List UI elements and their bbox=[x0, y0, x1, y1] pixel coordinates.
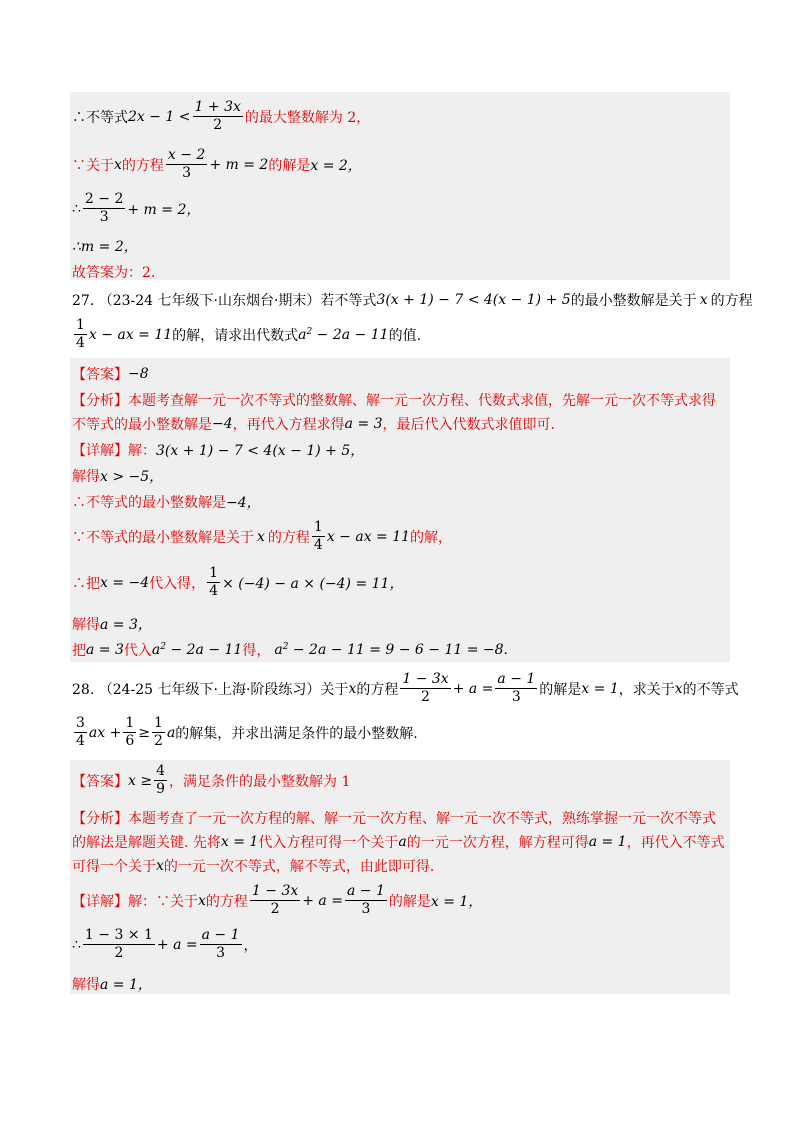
denominator: 3 bbox=[182, 165, 192, 182]
denominator: 2 bbox=[421, 689, 430, 706]
exponent: 2 bbox=[282, 642, 289, 652]
numerator: 1 bbox=[123, 716, 136, 733]
math: x − ax = 11 bbox=[88, 326, 173, 343]
q28-analysis-2 bbox=[72, 832, 725, 852]
question-text: 的不等式 bbox=[682, 681, 739, 698]
numerator: 1 bbox=[312, 520, 325, 537]
text: 故答案为：2. bbox=[72, 265, 156, 281]
math bbox=[274, 642, 508, 658]
numerator: 3 bbox=[74, 716, 87, 733]
detail-tag: 【详解】 bbox=[72, 443, 128, 459]
text: 的方程 bbox=[121, 157, 164, 174]
fraction bbox=[166, 148, 207, 182]
math: x > −5， bbox=[100, 469, 164, 485]
numerator: 4 bbox=[154, 764, 167, 781]
detail-text: 解：∵关于 bbox=[128, 893, 198, 910]
denominator: 3 bbox=[216, 945, 226, 962]
q27-detail-2 bbox=[72, 466, 163, 486]
numerator: a − 1 bbox=[200, 928, 242, 945]
expr: − 2a − 11 bbox=[312, 326, 389, 343]
fraction bbox=[83, 192, 125, 226]
analysis-text: 的一元一次方程，解方程可得 bbox=[406, 835, 589, 851]
q28-analysis-1 bbox=[72, 808, 716, 828]
math: + m = 2 bbox=[209, 156, 269, 173]
math: a = 3 bbox=[86, 642, 124, 658]
math: x = −4 bbox=[100, 574, 150, 591]
question-text: 28. （24-25 七年级下·上海·阶段练习）关于 bbox=[72, 681, 349, 698]
analysis-text: 本题考查解一元一次不等式的整数解、解一元一次方程、代数式求值，先解一元一次不等式求得 bbox=[128, 393, 716, 409]
numerator: 1 bbox=[207, 566, 220, 583]
math: x bbox=[699, 292, 708, 308]
analysis-text: 的一元一次不等式，解不等式，由此即可得. bbox=[163, 859, 435, 875]
var: a bbox=[151, 642, 161, 658]
answer-text: ，满足条件的最小整数解为 1 bbox=[169, 773, 351, 790]
var: a bbox=[274, 642, 283, 658]
denominator: 4 bbox=[76, 733, 85, 750]
math: x ≥ bbox=[128, 772, 153, 789]
math: a = 1 bbox=[588, 834, 627, 850]
detail-text: 把 bbox=[72, 643, 86, 659]
question-text: ，求关于 bbox=[618, 681, 675, 698]
fraction bbox=[154, 764, 167, 798]
math: a = 1， bbox=[100, 977, 152, 993]
fraction bbox=[250, 884, 300, 918]
detail-text: 解得 bbox=[72, 469, 100, 485]
text: ∴ bbox=[72, 200, 81, 217]
analysis-text: 的解法是解题关键. 先将 bbox=[72, 835, 221, 851]
q27-line-2 bbox=[72, 318, 421, 352]
math bbox=[298, 327, 388, 343]
math: + m = 2， bbox=[127, 201, 201, 218]
q27-detail-1 bbox=[72, 440, 364, 460]
denominator: 2 bbox=[154, 733, 163, 750]
q27-detail-7 bbox=[72, 640, 508, 660]
analysis-text: ，再代入不等式 bbox=[626, 835, 725, 851]
math: x bbox=[156, 858, 164, 874]
detail-text: 的方程 bbox=[267, 529, 310, 546]
math: x = 2， bbox=[310, 157, 362, 174]
q28-answer bbox=[72, 764, 350, 798]
fraction bbox=[495, 672, 537, 706]
denominator: 3 bbox=[99, 209, 109, 226]
math: a bbox=[166, 724, 176, 741]
analysis-tag: 【分析】 bbox=[72, 811, 128, 827]
math: a = 3 bbox=[344, 416, 383, 432]
q28-analysis-3 bbox=[72, 856, 434, 876]
denominator: 3 bbox=[511, 689, 521, 706]
fraction bbox=[400, 672, 450, 706]
denominator: 3 bbox=[361, 901, 371, 918]
numerator: x − 2 bbox=[166, 148, 207, 165]
q28-detail-2 bbox=[72, 928, 258, 962]
detail-text: 的解， bbox=[410, 529, 453, 546]
fraction bbox=[312, 520, 325, 554]
analysis-text: ，再代入方程求得 bbox=[232, 417, 345, 433]
q27-analysis-2 bbox=[72, 414, 555, 434]
analysis-text: 不等式的最小整数解是 bbox=[72, 417, 212, 433]
math: × (−4) − a × (−4) = 11， bbox=[222, 575, 404, 592]
math: + a = bbox=[452, 680, 494, 697]
numerator: 1 bbox=[74, 318, 87, 335]
denominator: 2 bbox=[213, 117, 223, 134]
math: + a = bbox=[302, 892, 343, 909]
detail-text: 的解是 bbox=[388, 893, 431, 910]
question-text: 的最小整数解是关于 bbox=[570, 293, 697, 309]
math: ax + bbox=[88, 724, 122, 741]
question-text: 的解是 bbox=[539, 681, 582, 698]
exponent: 2 bbox=[160, 642, 166, 652]
math: x bbox=[257, 528, 265, 545]
answer-tag: 【答案】 bbox=[72, 773, 128, 790]
q28-line-1 bbox=[72, 672, 739, 706]
exponent: 2 bbox=[306, 326, 313, 337]
text: ∴不等式 bbox=[72, 109, 128, 126]
math: x = 1， bbox=[430, 893, 483, 910]
denominator: 4 bbox=[313, 537, 323, 554]
detail-text: ∵不等式的最小整数解是关于 bbox=[72, 529, 254, 546]
answer-tag: 【答案】 bbox=[72, 367, 128, 383]
text: ∵关于 bbox=[72, 157, 114, 174]
math: + a = bbox=[156, 936, 198, 953]
fraction bbox=[152, 716, 165, 750]
fraction bbox=[207, 566, 220, 600]
top-line-3 bbox=[72, 192, 200, 226]
top-line-1 bbox=[72, 100, 370, 134]
fraction bbox=[345, 884, 387, 918]
numerator: 1 + 3x bbox=[193, 100, 243, 117]
detail-text: ∴把 bbox=[72, 575, 100, 592]
numerator: 1 − 3x bbox=[250, 884, 300, 901]
detail-text: 的方程 bbox=[205, 893, 248, 910]
denominator: 9 bbox=[156, 781, 165, 798]
analysis-text: 可得一个关于 bbox=[72, 859, 156, 875]
numerator: a − 1 bbox=[345, 884, 387, 901]
q27-detail-5 bbox=[72, 566, 403, 600]
detail-text: 解得 bbox=[72, 617, 100, 633]
analysis-text: 代入方程可得一个关于 bbox=[258, 835, 399, 851]
fraction bbox=[193, 100, 243, 134]
denominator: 2 bbox=[270, 901, 280, 918]
question-text: 的方程 bbox=[356, 681, 399, 698]
question-text: 27. （23-24 七年级下·山东烟台·期末）若不等式 bbox=[72, 293, 377, 309]
q28-detail-3 bbox=[72, 974, 152, 994]
math: x = 1 bbox=[220, 834, 259, 850]
analysis-text: 本题考查了一元一次方程的解、解一元一次方程、解一元一次不等式，熟练掌握一元一次不等式 bbox=[128, 811, 716, 827]
math: x bbox=[114, 156, 122, 173]
denominator: 6 bbox=[125, 733, 135, 750]
numerator: 1 bbox=[152, 716, 165, 733]
math: −4， bbox=[226, 495, 261, 511]
answer-value: −8 bbox=[128, 366, 149, 382]
numerator: a − 1 bbox=[495, 672, 537, 689]
math: x bbox=[198, 892, 206, 909]
numerator: 2 − 2 bbox=[83, 192, 125, 209]
analysis-tag: 【分析】 bbox=[72, 393, 128, 409]
question-text: 的解集，并求出满足条件的最小整数解. bbox=[175, 725, 418, 742]
math: −4 bbox=[212, 416, 233, 432]
detail-tag: 【详解】 bbox=[72, 893, 128, 910]
top-line-5 bbox=[72, 262, 155, 282]
q27-answer bbox=[72, 364, 149, 384]
detail-text: 解得 bbox=[72, 977, 100, 993]
math: 2x − 1 < bbox=[128, 108, 191, 125]
numerator: 1 − 3 × 1 bbox=[83, 928, 155, 945]
q28-detail-1 bbox=[72, 884, 482, 918]
math: a = 3， bbox=[100, 617, 152, 633]
q27-detail-3 bbox=[72, 492, 261, 512]
detail-text: ， bbox=[243, 937, 258, 954]
denominator: 2 bbox=[114, 945, 124, 962]
detail-text: ∴不等式的最小整数解是 bbox=[72, 495, 226, 511]
math bbox=[152, 642, 242, 658]
detail-text: 代入 bbox=[123, 643, 152, 659]
math: x bbox=[348, 680, 357, 697]
text: 的最大整数解为 2， bbox=[244, 109, 371, 126]
detail-text: 解： bbox=[128, 443, 156, 459]
expr: − 2a − 11 = 9 − 6 − 11 = −8. bbox=[288, 642, 508, 658]
math: 3(x + 1) − 7 < 4(x − 1) + 5， bbox=[156, 443, 365, 459]
fraction bbox=[74, 716, 87, 750]
expr: − 2a − 11 bbox=[165, 642, 243, 658]
math: 3(x + 1) − 7 < 4(x − 1) + 5 bbox=[376, 292, 571, 308]
top-line-2 bbox=[72, 148, 362, 182]
question-text: 的方程 bbox=[710, 293, 753, 309]
denominator: 4 bbox=[76, 335, 85, 352]
math: x = 1 bbox=[581, 680, 619, 697]
question-text: 的值. bbox=[388, 327, 422, 344]
q27-line-1 bbox=[72, 290, 753, 310]
math: a bbox=[398, 834, 407, 850]
math: x bbox=[674, 680, 683, 697]
denominator: 4 bbox=[209, 583, 219, 600]
top-line-4 bbox=[72, 236, 138, 256]
fraction bbox=[200, 928, 242, 962]
q27-analysis-1 bbox=[72, 390, 716, 410]
q27-detail-6 bbox=[72, 614, 152, 634]
question-text: 的解，请求出代数式 bbox=[172, 327, 299, 344]
numerator: 1 − 3x bbox=[400, 672, 450, 689]
var: a bbox=[298, 326, 307, 343]
detail-text: 代入得， bbox=[149, 575, 206, 592]
text: 的解是 bbox=[268, 157, 311, 174]
q28-line-2 bbox=[72, 716, 418, 750]
math: x − ax = 11 bbox=[326, 528, 411, 545]
detail-text: ∴ bbox=[72, 936, 81, 953]
fraction bbox=[83, 928, 155, 962]
fraction bbox=[123, 716, 136, 750]
q27-detail-4 bbox=[72, 520, 452, 554]
math: ∴m = 2， bbox=[72, 239, 138, 255]
analysis-text: ，最后代入代数式求值即可. bbox=[382, 417, 555, 433]
detail-text: 得， bbox=[242, 643, 271, 659]
fraction bbox=[74, 318, 87, 352]
math: ≥ bbox=[138, 724, 151, 741]
